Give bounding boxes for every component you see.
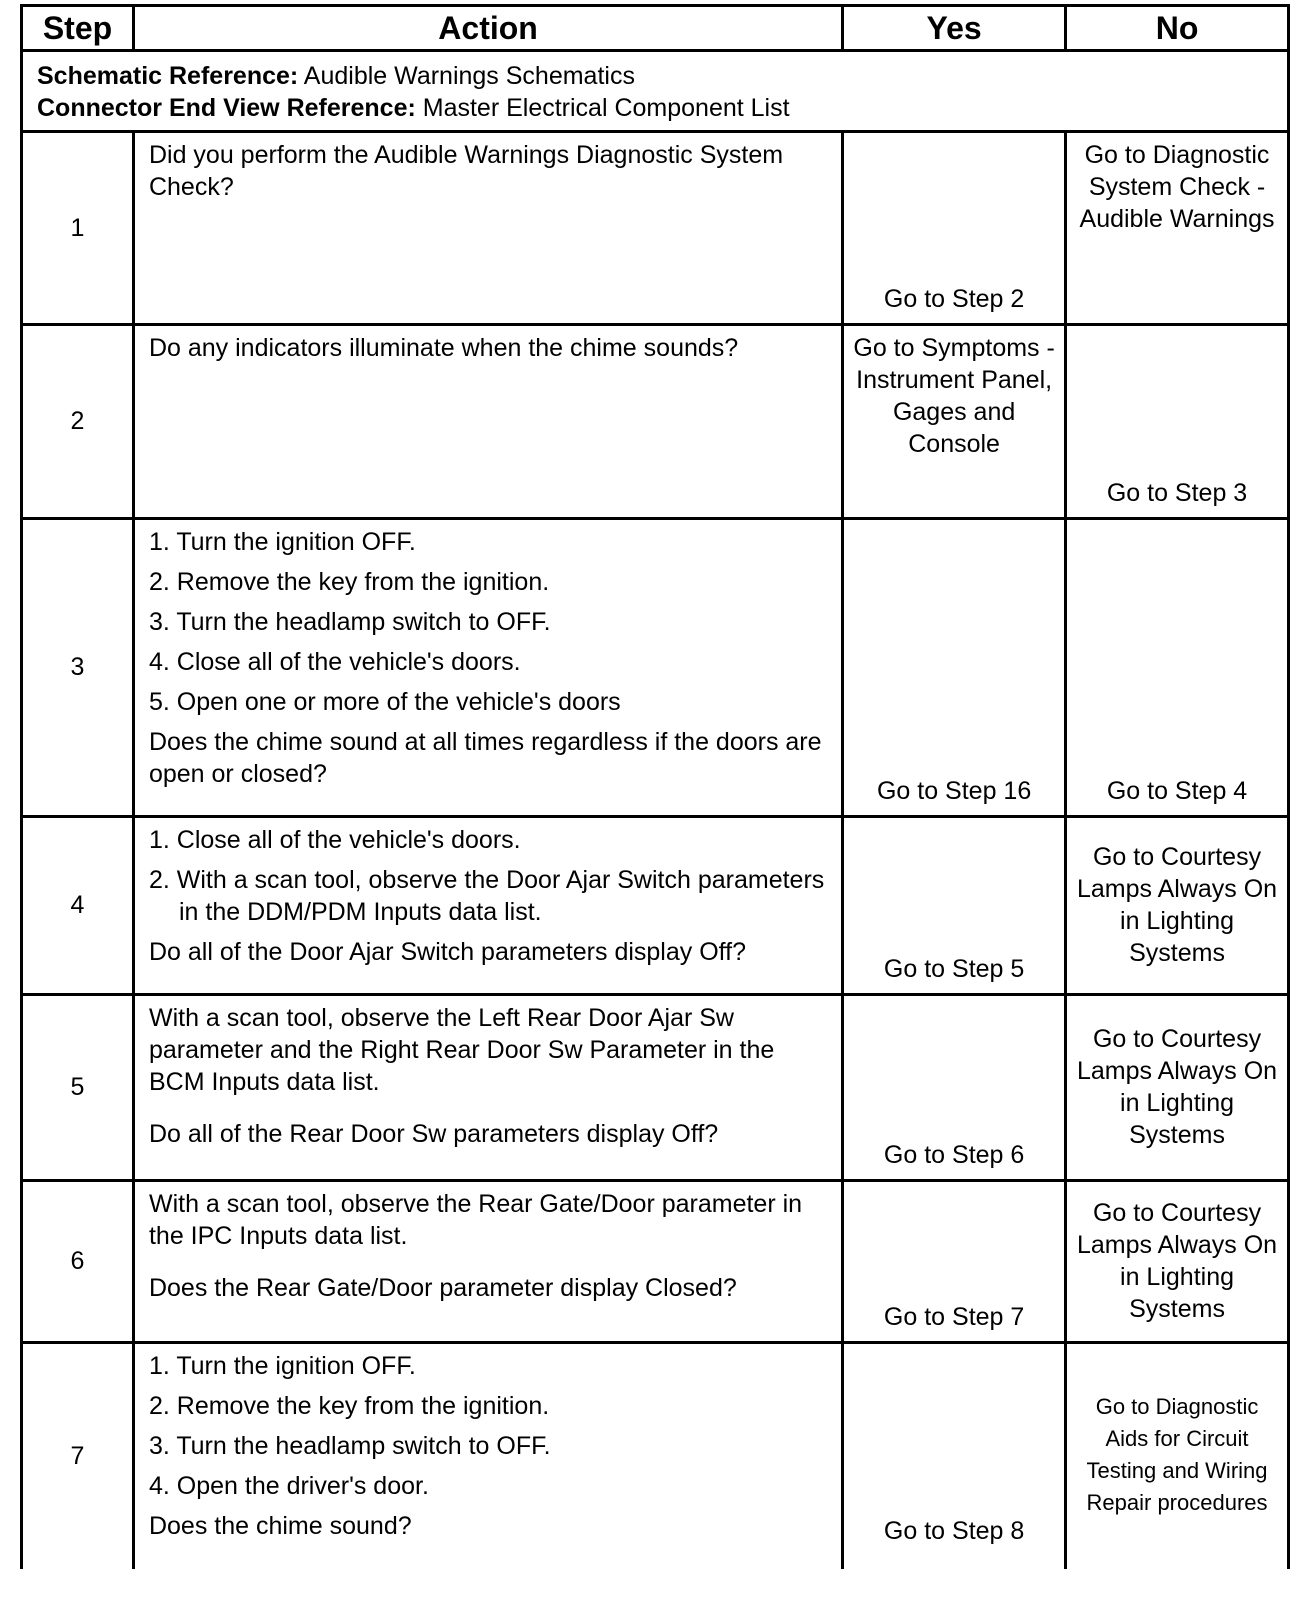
- step-number: 7: [22, 1343, 134, 1569]
- action-intro: With a scan tool, observe the Rear Gate/Door parameter in the IPC Inputs data list.: [148, 1190, 803, 1250]
- action-question: Does the chime sound at all times regardless if the doors are open or closed?: [148, 728, 822, 788]
- action-question: Did you perform the Audible Warnings Diagnostic System Check?: [148, 141, 784, 201]
- action-step: 1. Turn the ignition OFF.: [148, 528, 416, 556]
- yes-cell: Go to Symptoms - Instrument Panel, Gages and Console: [843, 325, 1066, 519]
- action-intro: With a scan tool, observe the Left Rear Door Ajar Sw parameter and the Right Rear Door Sw Parameter in the BCM Inputs data list.: [148, 1004, 775, 1096]
- yes-cell: Go to Step 6: [843, 995, 1066, 1181]
- action-question: Does the chime sound?: [148, 1512, 412, 1540]
- action-step: 1. Turn the ignition OFF.: [148, 1352, 416, 1380]
- connector-reference: [37, 92, 1273, 124]
- diagnostic-table: [20, 4, 1290, 1569]
- action-cell: [133, 325, 842, 519]
- action-cell: [133, 519, 842, 817]
- no-cell: Go to Courtesy Lamps Always On in Lighting Systems: [1066, 817, 1289, 995]
- step-number: 4: [22, 817, 134, 995]
- action-question: Do any indicators illuminate when the chime sounds?: [148, 334, 739, 362]
- no-cell: Go to Diagnostic Aids for Circuit Testing and Wiring Repair procedures: [1066, 1343, 1289, 1569]
- action-cell: [133, 817, 842, 995]
- yes-cell: Go to Step 2: [843, 132, 1066, 325]
- action-step: 3. Turn the headlamp switch to OFF.: [148, 608, 551, 636]
- action-step: 2. With a scan tool, observe the Door Ajar Switch parameters in the DDM/PDM Inputs data list.: [148, 866, 825, 926]
- yes-cell: Go to Step 16: [843, 519, 1066, 817]
- no-cell: Go to Step 3: [1066, 325, 1289, 519]
- no-cell: Go to Courtesy Lamps Always On in Lighting Systems: [1066, 1181, 1289, 1343]
- action-step: 2. Remove the key from the ignition.: [148, 1392, 550, 1420]
- action-step: 4. Close all of the vehicle's doors.: [148, 648, 521, 676]
- table-row: [22, 519, 1289, 817]
- action-step: 4. Open the driver's door.: [148, 1472, 429, 1500]
- no-cell: Go to Courtesy Lamps Always On in Lighting Systems: [1066, 995, 1289, 1181]
- table-row: [22, 1181, 1289, 1343]
- header-step: Step: [22, 6, 134, 51]
- table-row: [22, 325, 1289, 519]
- action-step: 1. Close all of the vehicle's doors.: [148, 826, 521, 854]
- no-cell: Go to Diagnostic System Check - Audible Warnings: [1066, 132, 1289, 325]
- table-row: [22, 1343, 1289, 1569]
- action-step: 2. Remove the key from the ignition.: [148, 568, 550, 596]
- action-cell: [133, 1343, 842, 1569]
- connector-reference-value: Master Electrical Component List: [415, 94, 790, 122]
- connector-reference-label: Connector End View Reference:: [37, 94, 416, 122]
- action-step: 5. Open one or more of the vehicle's doors: [148, 688, 621, 716]
- action-question: Does the Rear Gate/Door parameter display Closed?: [148, 1274, 737, 1302]
- step-number: 1: [22, 132, 134, 325]
- header-yes: Yes: [843, 6, 1066, 51]
- schematic-reference: [37, 60, 1273, 92]
- table-row: [22, 817, 1289, 995]
- step-number: 3: [22, 519, 134, 817]
- header-row: [22, 6, 1289, 51]
- yes-cell: Go to Step 8: [843, 1343, 1066, 1569]
- table-row: [22, 995, 1289, 1181]
- action-cell: [133, 132, 842, 325]
- yes-cell: Go to Step 7: [843, 1181, 1066, 1343]
- schematic-reference-value: Audible Warnings Schematics: [298, 62, 635, 90]
- action-question: Do all of the Rear Door Sw parameters display Off?: [148, 1120, 719, 1148]
- table-row: [22, 132, 1289, 325]
- yes-cell: Go to Step 5: [843, 817, 1066, 995]
- action-question: Do all of the Door Ajar Switch parameters display Off?: [148, 938, 747, 966]
- no-cell: Go to Step 4: [1066, 519, 1289, 817]
- action-cell: [133, 1181, 842, 1343]
- step-number: 5: [22, 995, 134, 1181]
- step-number: 2: [22, 325, 134, 519]
- header-no: No: [1066, 6, 1289, 51]
- step-number: 6: [22, 1181, 134, 1343]
- action-step: 3. Turn the headlamp switch to OFF.: [148, 1432, 551, 1460]
- reference-cell: [22, 51, 1289, 132]
- header-action: Action: [133, 6, 842, 51]
- reference-row: [22, 51, 1289, 132]
- action-cell: [133, 995, 842, 1181]
- schematic-reference-label: Schematic Reference:: [37, 62, 299, 90]
